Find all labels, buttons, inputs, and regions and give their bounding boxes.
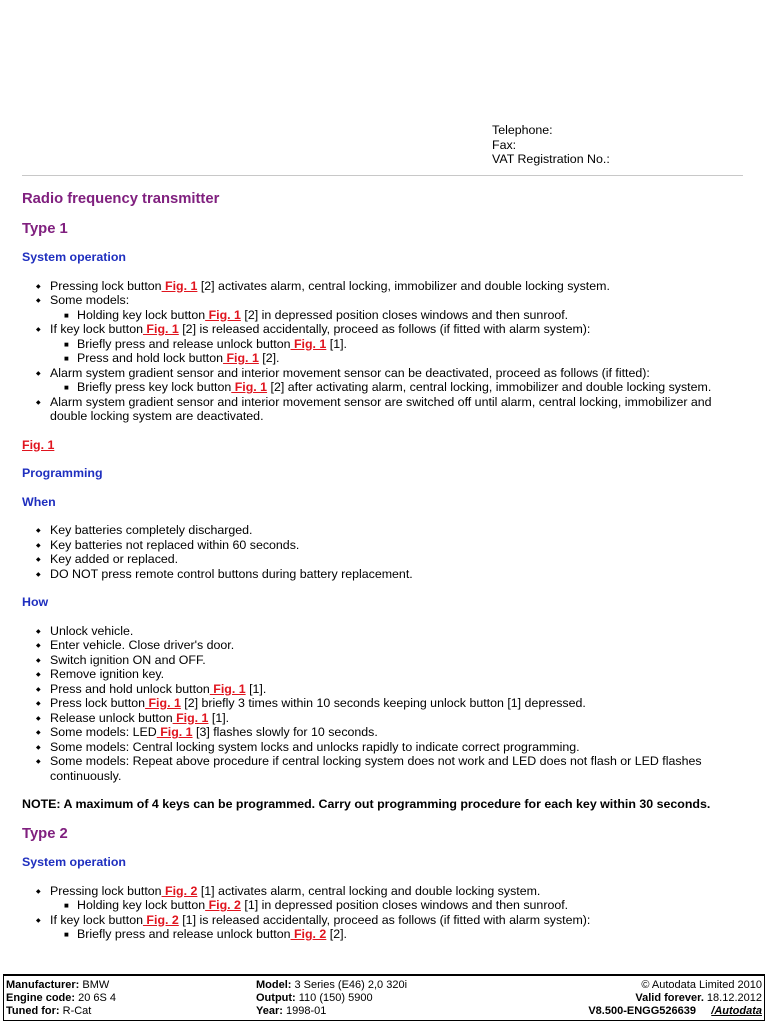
how-list — [22, 624, 744, 784]
item-text: Release unlock button — [50, 710, 173, 725]
type2-system-operation-heading: System operation — [22, 855, 126, 869]
item-text: Press lock button — [50, 696, 146, 710]
item-text: Briefly press key lock button — [77, 380, 232, 394]
item-text: Press and hold unlock button — [50, 681, 210, 696]
list-item — [22, 366, 744, 395]
footer-output — [256, 992, 407, 1005]
telephone-label: Telephone: — [492, 123, 553, 137]
list-item: ◆ Key batteries not replaced within 60 seconds. — [22, 538, 744, 553]
valid-label: Valid forever. — [635, 992, 704, 1004]
item-text: [2]. — [258, 351, 280, 365]
programming-heading: Programming — [22, 466, 103, 480]
list-item: ◆ Some models: Repeat above procedure if central locking system does not work and LED does not flash or LED flashes continuously. — [22, 754, 744, 783]
sub-list — [50, 380, 744, 395]
fig-paragraph — [22, 438, 744, 453]
list-item — [22, 682, 744, 697]
sub-list-item — [22, 308, 744, 323]
list-item: ◆ Remove ignition key. — [22, 667, 744, 682]
item-text: Some models: — [50, 293, 130, 307]
type2-system-operation-list — [22, 884, 744, 942]
sub-list — [50, 308, 744, 323]
item-text: [1]. — [208, 710, 230, 725]
autodata-logo: /Autodata — [711, 1005, 762, 1017]
item-text: If key lock button — [50, 912, 143, 927]
fig-link[interactable]: Fig. 1 — [161, 278, 198, 293]
model-value: 3 Series (E46) 2,0 320i — [291, 979, 408, 991]
type1-heading: Type 1 — [22, 220, 68, 237]
item-text: [1]. — [326, 336, 347, 351]
footer-model-info — [256, 979, 407, 1018]
document-content — [22, 190, 744, 942]
sub-list — [50, 898, 744, 913]
list-item — [22, 279, 744, 294]
footer-model — [256, 979, 407, 992]
fig-link[interactable]: Fig. 1 — [145, 696, 181, 710]
fig-link[interactable]: Fig. 2 — [205, 898, 241, 912]
programming-note: NOTE: A maximum of 4 keys can be programmed. Carry out programming procedure for each key within 30 seconds. — [22, 797, 711, 811]
list-item — [22, 696, 744, 711]
footer-vehicle-info — [6, 979, 116, 1018]
year-value: 1998-01 — [282, 1005, 327, 1017]
list-item — [22, 884, 744, 913]
fig-link[interactable]: Fig. 1 — [223, 351, 259, 365]
sub-list-item — [22, 380, 744, 395]
list-item — [22, 725, 744, 740]
sub-list — [50, 337, 744, 366]
sub-list-item — [22, 927, 744, 942]
list-item: ◆ Switch ignition ON and OFF. — [22, 653, 744, 668]
vat-label: VAT Registration No.: — [492, 152, 610, 166]
item-text: [2] after activating alarm, central locking, immobilizer and double locking system. — [267, 380, 712, 394]
item-text: Alarm system gradient sensor and interior movement sensor can be deactivated, proceed as follows (if fitted): — [50, 365, 650, 380]
item-text: [2] is released accidentally, proceed as follows (if fitted with alarm system): — [178, 322, 591, 336]
item-text: [1] activates alarm, central locking and double locking system. — [197, 883, 541, 898]
sub-list-item — [22, 351, 744, 366]
list-item: ◆ DO NOT press remote control buttons during battery replacement. — [22, 567, 744, 582]
version-code: V8.500-ENGG526639 — [588, 1005, 696, 1017]
year-label: Year: — [256, 1005, 283, 1017]
fig-link[interactable]: Fig. 1 — [142, 322, 179, 336]
list-item: ◆ Some models: Central locking system locks and unlocks rapidly to indicate correct programming. — [22, 740, 744, 755]
header-divider — [22, 175, 743, 176]
when-list — [22, 523, 744, 581]
document-title: Radio frequency transmitter — [22, 191, 220, 207]
sub-list-item — [22, 337, 744, 352]
fig-link[interactable]: Fig. 1 — [290, 336, 327, 351]
tuned-label: Tuned for: — [6, 1005, 60, 1017]
item-text: Briefly press and release unlock button — [77, 927, 291, 941]
type2-heading: Type 2 — [22, 825, 68, 842]
fig-link[interactable]: Fig. 2 — [290, 927, 327, 941]
tuned-value: R-Cat — [59, 1005, 92, 1017]
footer-bar — [3, 974, 765, 1021]
engine-label: Engine code: — [6, 992, 76, 1004]
fig-link[interactable]: Fig. 1 — [231, 380, 268, 394]
list-item — [22, 711, 744, 726]
list-item — [22, 293, 744, 322]
sub-list-item — [22, 898, 744, 913]
engine-value: 20 6S 4 — [75, 992, 117, 1004]
how-heading: How — [22, 595, 49, 609]
item-text: [2]. — [326, 927, 347, 941]
footer-manufacturer — [6, 979, 116, 992]
type1-system-operation-list — [22, 279, 744, 424]
item-text: Press and hold lock button — [77, 351, 224, 365]
fig-link[interactable]: Fig. 1 — [172, 710, 209, 725]
list-item: ◆ Unlock vehicle. — [22, 624, 744, 639]
item-text: [2] in depressed position closes windows and then sunroof. — [240, 307, 569, 322]
fig-link[interactable]: Fig. 1 — [156, 725, 193, 739]
list-item: ◆ Key added or replaced. — [22, 552, 744, 567]
fig-link[interactable]: Fig. 1 — [22, 437, 55, 452]
footer-year — [256, 1005, 407, 1018]
when-heading: When — [22, 494, 56, 509]
item-text: Pressing lock button — [50, 278, 162, 293]
list-item — [22, 322, 744, 366]
item-text: Some models: LED — [50, 725, 157, 739]
fig-link[interactable]: Fig. 2 — [161, 883, 198, 898]
item-text: [2] activates alarm, central locking, immobilizer and double locking system. — [197, 278, 610, 293]
item-text: [2] briefly 3 times within 10 seconds keeping unlock button [1] depressed. — [180, 696, 586, 710]
footer-valid — [588, 992, 762, 1005]
manufacturer-value: BMW — [79, 979, 110, 991]
fig-link[interactable]: Fig. 1 — [209, 681, 246, 696]
output-value: 110 (150) 5900 — [295, 992, 373, 1004]
model-label: Model: — [256, 979, 292, 991]
footer-tuned — [6, 1005, 116, 1018]
item-text: [3] flashes slowly for 10 seconds. — [192, 725, 378, 739]
footer-engine — [6, 992, 116, 1005]
item-text: Briefly press and release unlock button — [77, 336, 291, 351]
output-label: Output: — [256, 992, 296, 1004]
footer-publisher-info — [588, 979, 762, 1018]
type1-system-operation-heading: System operation — [22, 250, 126, 264]
footer-version-row — [588, 1005, 762, 1018]
item-text: Holding key lock button — [77, 307, 206, 322]
item-text: Alarm system gradient sensor and interior movement sensor are switched off until alarm, central locking, immobilizer and double locking system are deactivated. — [50, 394, 712, 423]
list-item — [22, 395, 744, 424]
item-text: [1] is released accidentally, proceed as follows (if fitted with alarm system): — [178, 912, 591, 927]
item-text: Holding key lock button — [77, 898, 206, 912]
footer-copyright: © Autodata Limited 2010 — [641, 979, 762, 991]
valid-date: 18.12.2012 — [703, 992, 762, 1004]
item-text: [1]. — [245, 681, 267, 696]
fig-link[interactable]: Fig. 2 — [142, 912, 179, 927]
list-item — [22, 913, 744, 942]
manufacturer-label: Manufacturer: — [6, 979, 80, 991]
contact-block — [492, 123, 610, 167]
item-text: If key lock button — [50, 322, 143, 336]
fig-link[interactable]: Fig. 1 — [205, 307, 241, 322]
fax-label: Fax: — [492, 137, 517, 152]
list-item: ◆ Enter vehicle. Close driver's door. — [22, 638, 744, 653]
sub-list — [50, 927, 744, 942]
list-item: ◆ Key batteries completely discharged. — [22, 523, 744, 538]
item-text: Pressing lock button — [50, 883, 162, 898]
item-text: [1] in depressed position closes windows and then sunroof. — [240, 898, 569, 912]
